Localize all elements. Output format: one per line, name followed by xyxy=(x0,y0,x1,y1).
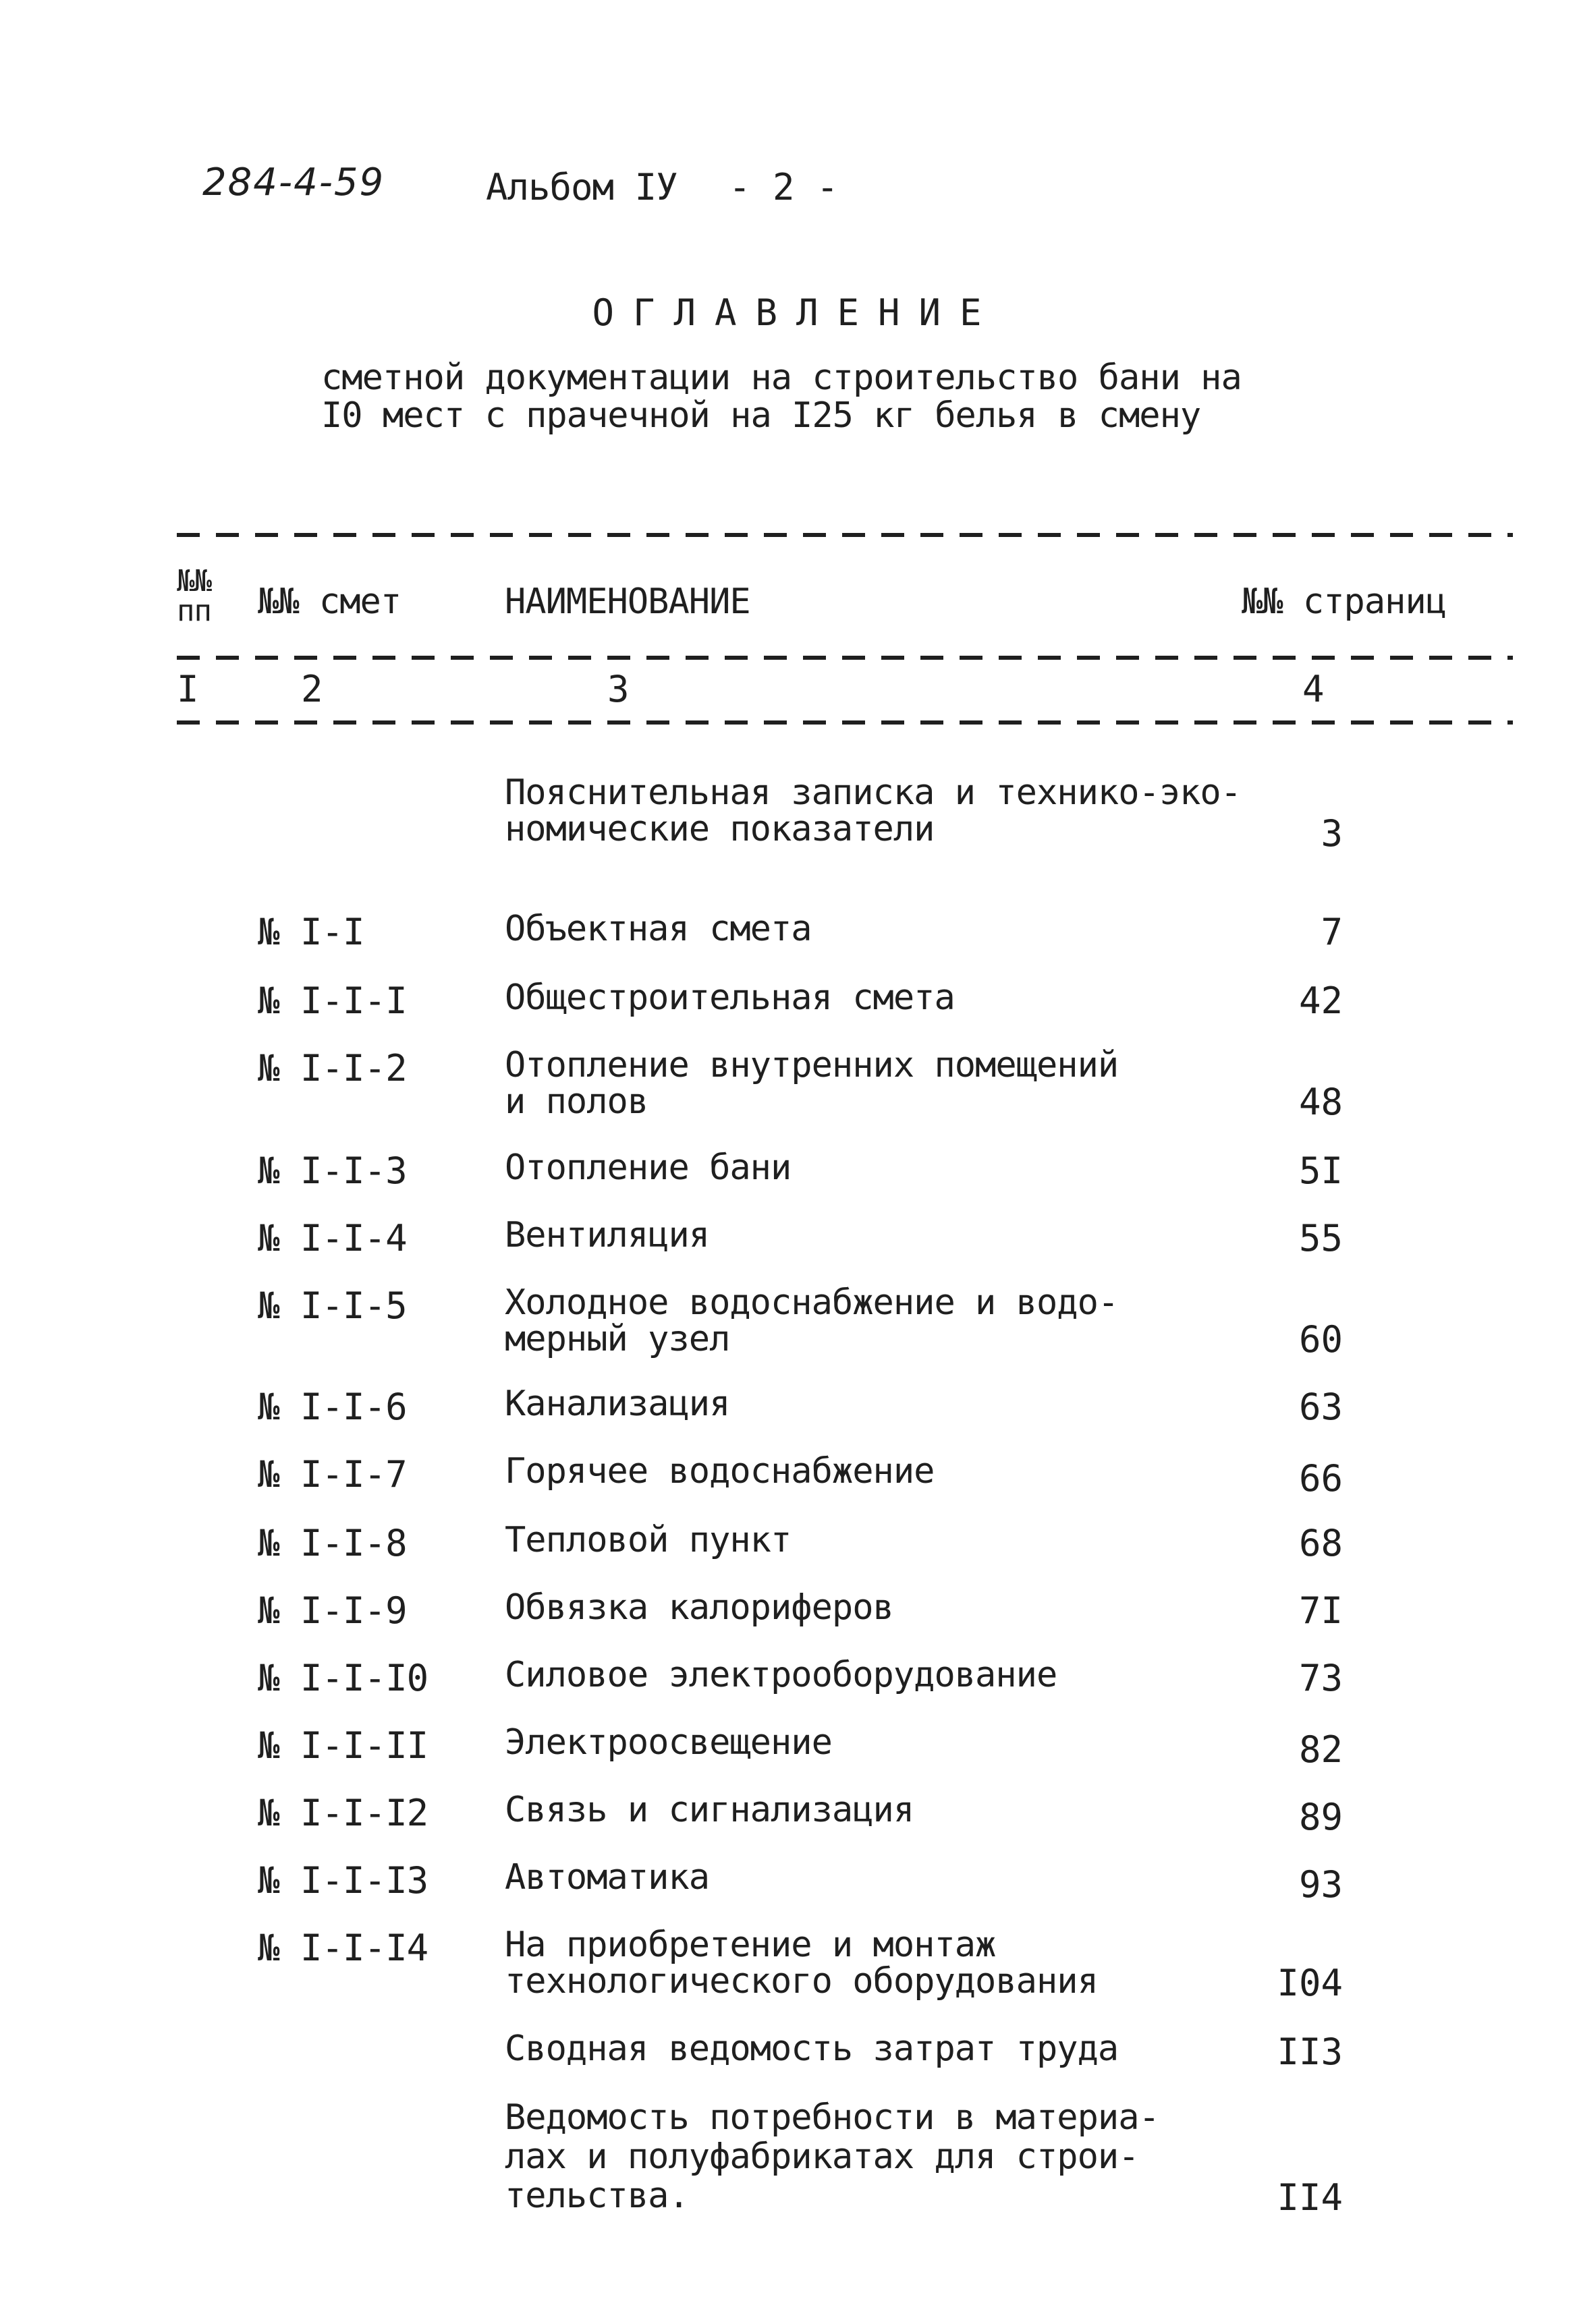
table-top-rule xyxy=(177,533,1513,537)
estimate-code: № I-I-I3 xyxy=(258,1859,428,1902)
column-number-4: 4 xyxy=(1302,668,1325,710)
column-number-1: I xyxy=(177,668,199,710)
document-code: 284-4-59 xyxy=(202,161,385,204)
item-name: Сводная ведомость затрат труда xyxy=(505,2029,1119,2069)
page-ref: 93 xyxy=(1298,1863,1343,1906)
page-ref: 68 xyxy=(1298,1522,1343,1564)
header-col-pages: №№ страниц xyxy=(1242,582,1447,622)
page-ref: II4 xyxy=(1277,2176,1343,2219)
header-col-name: НАИМЕНОВАНИЕ xyxy=(505,582,750,622)
page-ref: 7I xyxy=(1298,1589,1343,1632)
estimate-code: № I-I-7 xyxy=(258,1453,407,1496)
column-number-2: 2 xyxy=(301,668,323,710)
item-name: Горячее водоснабжение xyxy=(505,1451,935,1492)
item-name: Отопление бани xyxy=(505,1147,792,1188)
item-name: Электроосвещение xyxy=(505,1722,832,1763)
item-name: Отопление внутренних помещений и полов xyxy=(505,1045,1119,1122)
item-name: Канализация xyxy=(505,1384,730,1424)
item-name: На приобретение и монтаж технологического оборудования xyxy=(505,1925,1098,2002)
item-name: Ведомость потребности в материа- лах и полуфабрикатах для строи- тельства. xyxy=(505,2097,1159,2216)
document-title: ОГЛАВЛЕНИЕ xyxy=(592,291,1001,334)
estimate-code: № I-I-I xyxy=(258,980,407,1022)
item-name: Обвязка калориферов xyxy=(505,1587,893,1628)
item-name: Объектная смета xyxy=(505,909,812,949)
page-ref: 55 xyxy=(1298,1217,1343,1259)
table-numbers-rule xyxy=(177,720,1513,725)
item-name: Связь и сигнализация xyxy=(505,1790,914,1830)
estimate-code: № I-I-II xyxy=(258,1724,428,1767)
estimate-code: № I-I xyxy=(258,911,364,953)
page-ref: 66 xyxy=(1298,1457,1343,1500)
estimate-code: № I-I-3 xyxy=(258,1150,407,1192)
page-ref: 42 xyxy=(1298,980,1343,1022)
estimate-code: № I-I-8 xyxy=(258,1522,407,1564)
page-ref: 7 xyxy=(1321,911,1343,953)
item-name: Силовое электрооборудование xyxy=(505,1655,1057,1695)
estimate-code: № I-I-I0 xyxy=(258,1657,428,1699)
page-ref: II3 xyxy=(1277,2031,1343,2073)
column-number-3: 3 xyxy=(607,668,630,710)
page-ref: 82 xyxy=(1298,1728,1343,1771)
item-name: Вентиляция xyxy=(505,1215,710,1255)
estimate-code: № I-I-2 xyxy=(258,1047,407,1089)
estimate-code: № I-I-6 xyxy=(258,1386,407,1428)
header-col-number: №№ пп xyxy=(177,564,211,628)
page-ref: 5I xyxy=(1298,1150,1343,1192)
page-ref: 89 xyxy=(1298,1796,1343,1838)
document-subtitle: сметной документации на строительство бани на I0 мест с прачечной на I25 кг белья в смену xyxy=(321,358,1242,436)
estimate-code: № I-I-9 xyxy=(258,1589,407,1632)
header-col-estimate: №№ смет xyxy=(258,582,401,622)
item-name: Холодное водоснабжение и водо- мерный узел xyxy=(505,1282,1119,1359)
table-header-rule xyxy=(177,656,1513,660)
item-name: Общестроительная смета xyxy=(505,977,955,1018)
item-name: Тепловой пункт xyxy=(505,1520,792,1560)
page-ref: 60 xyxy=(1298,1318,1343,1361)
estimate-code: № I-I-5 xyxy=(258,1284,407,1327)
page-ref: 63 xyxy=(1298,1386,1343,1428)
page-number: - 2 - xyxy=(729,166,839,208)
album-label: Альбом IУ xyxy=(486,166,677,208)
item-name: Автоматика xyxy=(505,1857,710,1898)
estimate-code: № I-I-4 xyxy=(258,1217,407,1259)
estimate-code: № I-I-I4 xyxy=(258,1927,428,1969)
page-ref: 73 xyxy=(1298,1657,1343,1699)
estimate-code: № I-I-I2 xyxy=(258,1792,428,1834)
page-ref: 3 xyxy=(1321,812,1343,855)
page-ref: 48 xyxy=(1298,1081,1343,1123)
page-ref: I04 xyxy=(1277,1962,1343,2004)
item-name: Пояснительная записка и технико-эко- номические показатели xyxy=(505,772,1242,849)
